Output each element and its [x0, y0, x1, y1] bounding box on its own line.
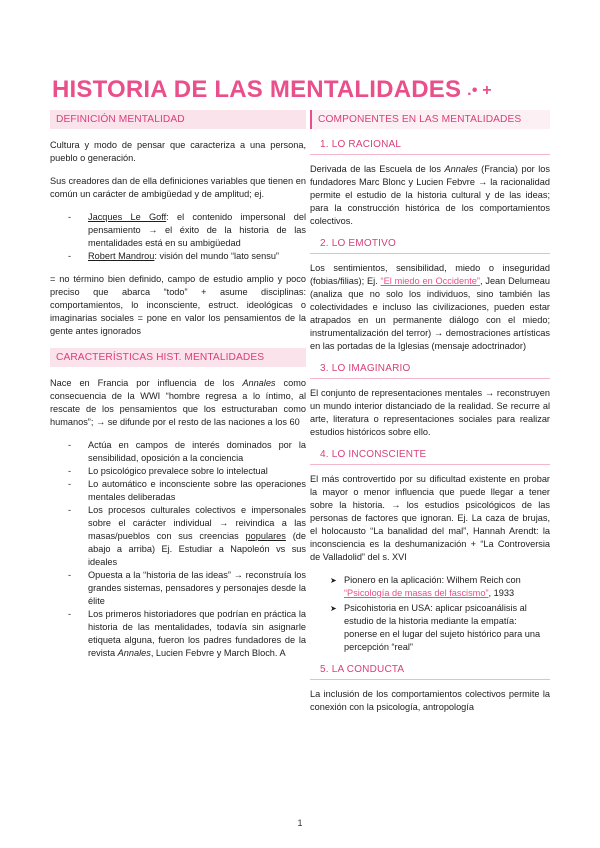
section-imaginario: 3. LO IMAGINARIO: [310, 363, 550, 379]
definition-paragraph-2: Sus creadores dan de ella definiciones variables que tienen en común un carácter de ambigüedad y de amplitud; ej.: [50, 176, 306, 199]
page-number: 1: [297, 818, 303, 828]
list-item: - Jacques Le Goff: el contenido impersonal del pensamiento → el éxito de la historia de las mentalidades está en su ambigüedad: [50, 211, 306, 250]
section-inconsciente: 4. LO INCONSCIENTE: [310, 449, 550, 465]
list-item: ➤ Pionero en la aplicación: Wilhem Reich con “Psicología de masas del fascismo”, 1933: [310, 574, 550, 600]
left-column: [50, 110, 306, 670]
miedo-occidente-link[interactable]: “El miedo en Occidente”: [380, 276, 480, 286]
list-item: - Robert Mandrou: visión del mundo “lato sensu”: [50, 250, 306, 263]
list-item: - Actúa en campos de interés dominados por la sensibilidad, oposición a la conciencia: [50, 439, 306, 465]
section-racional: 1. LO RACIONAL: [310, 139, 550, 155]
characteristics-list: [50, 439, 306, 660]
list-item: - Lo psicológico prevalece sobre lo intelectual: [50, 465, 306, 478]
inconsciente-paragraph: El más controvertido por su dificultad existente en probar la mayor o menor influencia que puede llegar a tener sobre la historia. → los estudios psicológicos de las personas de factores que ignoran. Ej. La caza de brujas, el holocausto “La banalidad del mal”, Hannah Arendt: la inconsciencia es la deshumanización + “La Controversia de Valladolid” del s. XVI: [310, 474, 550, 562]
title-decoration: .• +: [467, 82, 492, 99]
components-header: COMPONENTES EN LAS MENTALIDADES: [310, 110, 550, 129]
imaginario-paragraph: El conjunto de representaciones mentales → reconstruyen un mundo interior distanciado de la realidad. Se recurre al arte, literatura o representaciones sociales para realizar estudios históricos sobre ello.: [310, 388, 550, 437]
emotivo-paragraph: Los sentimientos, sensibilidad, miedo o inseguridad (fobias/filias); Ej. “El miedo en Occidente”, Jean Delumeau (analiza que no solo los individuos, sino también las colectividades e incluso las civilizaciones, pueden estar atrapados en un permanente diálogo con el miedo; instrumentalización del terror) → demostraciones artísticas en las portadas de la Iglesias (mensaje adoctrinador): [310, 263, 550, 351]
conducta-paragraph: La inclusión de los comportamientos colectivos permite la conexión con la psicología, antropología: [310, 689, 550, 712]
page-title: HISTORIA DE LAS MENTALIDADES .• +: [52, 76, 492, 103]
list-item: - Los primeros historiadores que podrían en práctica la historia de las mentalidades, todavía sin asignarle etiqueta alguna, fueron los padres fundadores de la revista Annales, Lucien Febvre y March Bloch. A: [50, 608, 306, 660]
definition-header: DEFINICIÓN MENTALIDAD: [50, 110, 306, 129]
racional-paragraph: Derivada de las Escuela de los Annales (Francia) por los fundadores Marc Blonc y Lucien Febvre → la racionalidad permite el estudio de la historia cultural y de las ideas; para la construcción histórica de los comportamientos colectivos.: [310, 164, 550, 226]
right-column: [310, 110, 550, 724]
list-item: ➤ Psicohistoria en USA: aplicar psicoanálisis al estudio de la historia mediante la empatía: ponerse en el lugar del sujeto histórico para una percepción “real”: [310, 602, 550, 654]
definition-paragraph-1: Cultura y modo de pensar que caracteriza a una persona, pueblo o generación.: [50, 140, 306, 163]
characteristics-paragraph: Nace en Francia por influencia de los Annales como consecuencia de la WWI “hombre regresa a lo íntimo, al rescate de los pensamientos que los estructuraban como humanos”; → se difunde por el resto de las naciones a los 60: [50, 378, 306, 427]
definition-paragraph-3: = no término bien definido, campo de estudio amplio y poco preciso que abarca “todo” + asume disciplinas: comportamientos, lo inconsciente, estruct. ideológicas o imaginarias sociales = pone en valor los pensamientos de la gente antes ignorados: [50, 274, 306, 336]
section-conducta: 5. LA CONDUCTA: [310, 664, 550, 680]
list-item: - Opuesta a la “historia de las ideas” → reconstruía los grandes sistemas, pensadores y personajes desde la élite: [50, 569, 306, 608]
section-emotivo: 2. LO EMOTIVO: [310, 238, 550, 254]
list-item: - Lo automático e inconsciente sobre las operaciones mentales deliberadas: [50, 478, 306, 504]
authors-list: [50, 211, 306, 263]
inconsciente-list: [310, 574, 550, 654]
psicologia-masas-link[interactable]: “Psicología de masas del fascismo”: [344, 588, 489, 598]
characteristics-header: CARACTERÍSTICAS HIST. MENTALIDADES: [50, 348, 306, 367]
list-item: - Los procesos culturales colectivos e impersonales sobre el carácter individual → reivindica a las masas/pueblos con sus creencias populares (de abajo a arriba) Ej. Estudiar a Napoleón vs sus ideales: [50, 504, 306, 569]
